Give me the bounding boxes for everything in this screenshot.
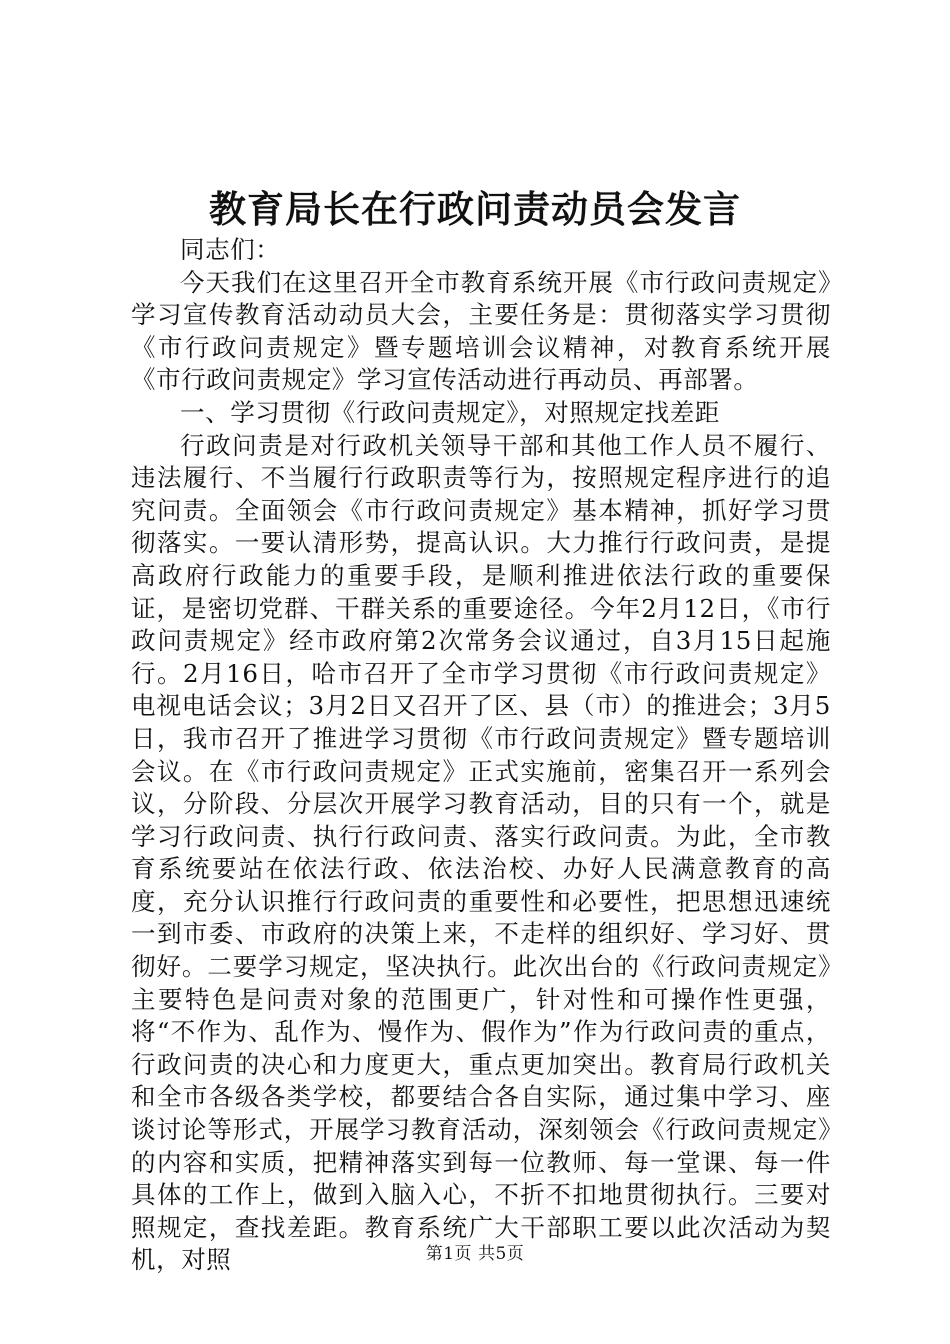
page-footer: 第1页 共5页 bbox=[425, 1244, 525, 1264]
paragraph-body: 行政问责是对行政机关领导干部和其他工作人员不履行、违法履行、不当履行行政职责等行为，按照规定程序进行的追究问责。全面领会《市行政问责规定》基本精神，抓好学习贯彻落实。一要认清形势，提高认识。大力推行行政问责，是提高政府行政能力的重要手段，是顺利推进依法行政的重要保证，是密切党群、干群关系的重要途径。今年2月12日，《市行政问责规定》经市政府第2次常务会议通过，自3月15日起施行。2月16日，哈市召开了全市学习贯彻《市行政问责规定》电视电话会议；3月2日又召开了区、县（市）的推进会；3月5日，我市召开了推进学习贯彻《市行政问责规定》暨专题培训会议。在《市行政问责规定》正式实施前，密集召开一系列会议，分阶段、分层次开展学习教育活动，目的只有一个，就是学习行政问责、执行行政问责、落实行政问责。为此，全市教育系统要站在依法行政、依法治校、办好人民满意教育的高度，充分认识推行行政问责的重要性和必要性，把思想迅速统一到市委、市政府的决策上来，不走样的组织好、学习好、贯彻好。二要学习规定，坚决执行。此次出台的《行政问责规定》主要特色是问责对象的范围更广，针对性和可操作性更强，将“不作为、乱作为、慢作为、假作为”作为行政问责的重点，行政问责的决心和力度更大，重点更加突出。教育局行政机关和全市各级各类学校，都要结合各自实际，通过集中学习、座谈讨论等形式，开展学习教育活动，深刻领会《行政问责规定》的内容和实质，把精神落实到每一位教师、每一堂课、每一件具体的工作上，做到入脑入心，不折不扣地贯彻执行。三要对照规定，查找差距。教育系统广大干部职工要以此次活动为契机，对照 bbox=[131, 430, 831, 1275]
salutation: 同志们： bbox=[180, 235, 281, 264]
document-title: 教育局长在行政问责动员会发言 bbox=[209, 187, 741, 231]
document-body bbox=[131, 234, 831, 1277]
paragraph-intro: 今天我们在这里召开全市教育系统开展《市行政问责规定》学习宣传教育活动动员大会，主要任务是：贯彻落实学习贯彻《市行政问责规定》暨专题培训会议精神，对教育系统开展《市行政问责规定》学习宣传活动进行再动员、再部署。 bbox=[131, 267, 831, 395]
section-heading-1: 一、学习贯彻《行政问责规定》，对照规定找差距 bbox=[180, 397, 720, 427]
